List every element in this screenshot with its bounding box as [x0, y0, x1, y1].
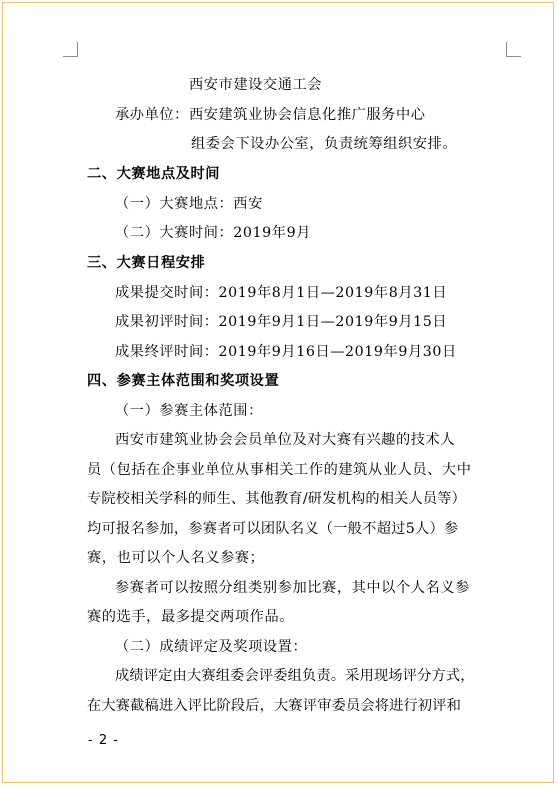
body-paragraph-line: 员（包括在企事业单位从事相关工作的建筑从业人员、大中 — [87, 462, 472, 478]
office-line: 组委会下设办公室，负责统筹组织安排。 — [191, 136, 458, 152]
section-heading-4: 四、参赛主体范围和奖项设置 — [87, 373, 280, 389]
page-number: - 2 - — [88, 733, 119, 748]
body-paragraph-line: 专院校相关学科的师生、其他教育/研发机构的相关人员等） — [87, 491, 467, 507]
crop-mark-top-right — [506, 42, 521, 57]
host-unit-line: 承办单位：西安建筑业协会信息化推广服务中心 — [115, 107, 426, 123]
body-paragraph-line: 赛，也可以个人名义参赛； — [87, 550, 265, 566]
body-paragraph-line: 赛的选手，最多提交两项作品。 — [87, 609, 295, 625]
body-paragraph-line: 成绩评定由大赛组委会评委组负责。采用现场评分方式， — [115, 668, 475, 684]
preliminary-period-line: 成果初评时间：2019年9月1日—2019年9月15日 — [115, 314, 448, 330]
body-paragraph-line: 在大赛截稿进入评比阶段后，大赛评审委员会将进行初评和 — [87, 698, 462, 714]
section-heading-2: 二、大赛地点及时间 — [87, 166, 221, 182]
section-heading-3: 三、大赛日程安排 — [87, 255, 206, 271]
submit-period-line: 成果提交时间：2019年8月1日—2019年8月31日 — [115, 285, 448, 301]
organizer-line: 西安市建设交通工会 — [189, 77, 323, 93]
subsection-awards: （二）成绩评定及奖项设置： — [115, 639, 308, 655]
crop-mark-top-left — [63, 42, 78, 57]
venue-line: （一）大赛地点：西安 — [115, 196, 263, 212]
time-line: （二）大赛时间：2019年9月 — [115, 225, 312, 241]
subsection-scope: （一）参赛主体范围： — [115, 403, 263, 419]
final-period-line: 成果终评时间：2019年9月16日—2019年9月30日 — [115, 344, 457, 360]
body-paragraph-line: 均可报名参加，参赛者可以团队名义（一般不超过5人）参 — [87, 521, 459, 537]
body-paragraph-line: 参赛者可以按照分组类别参加比赛，其中以个人名义参 — [115, 580, 470, 596]
body-paragraph-line: 西安市建筑业协会会员单位及对大赛有兴趣的技术人 — [115, 432, 456, 448]
